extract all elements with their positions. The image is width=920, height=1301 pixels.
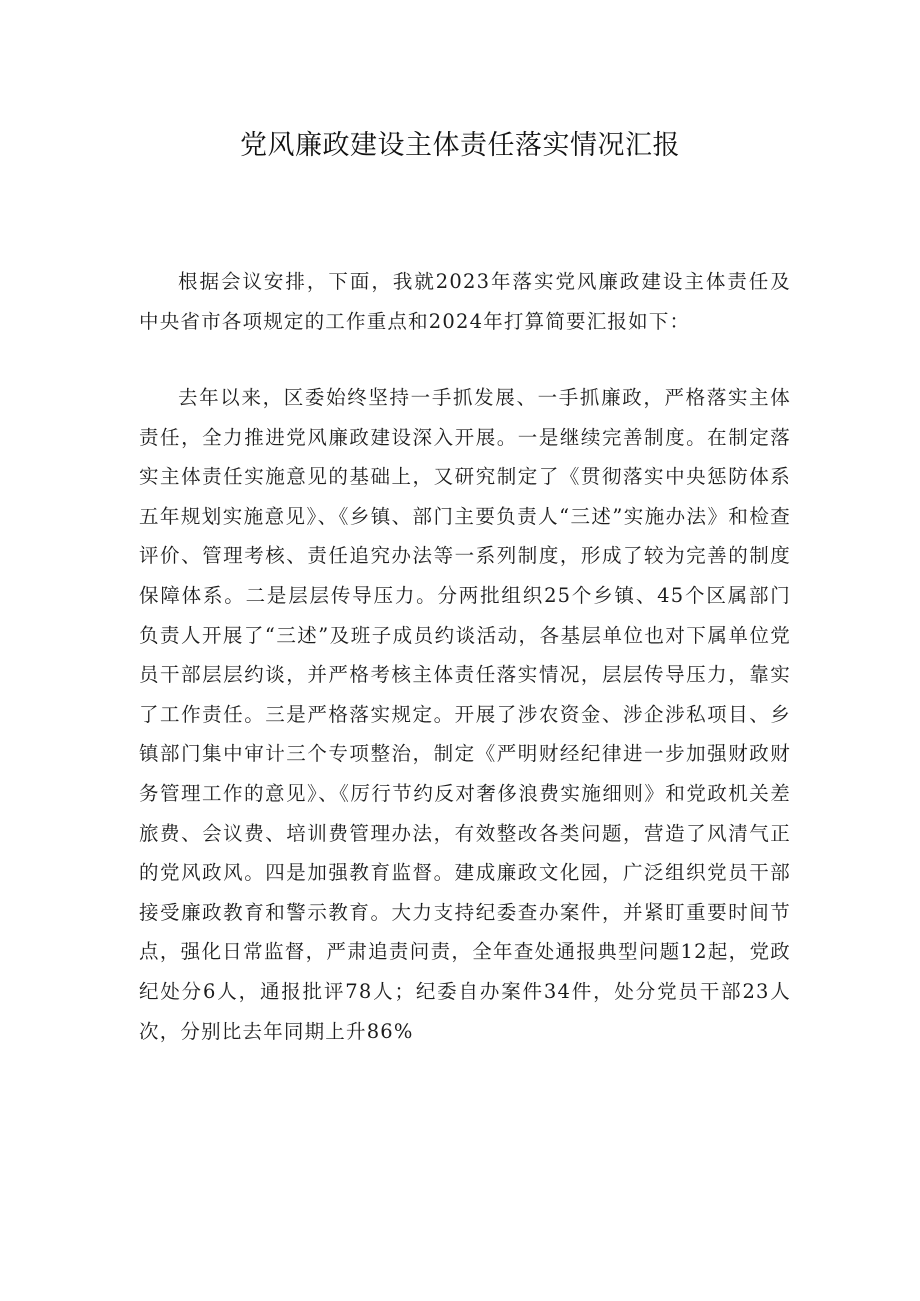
paragraph-body: 去年以来，区委始终坚持一手抓发展、一手抓廉政，严格落实主体责任，全力推进党风廉政建设深入开展。一是继续完善制度。在制定落实主体责任实施意见的基础上，又研究制定了《贯彻落实中央惩防体系五年规划实施意见》、《乡镇、部门主要负责人“三述”实施办法》和检查评价、管理考核、责任追究办法等一系列制度，形成了较为完善的制度保障体系。二是层层传导压力。分两批组织25个乡镇、45个区属部门负责人开展了“三述”及班子成员约谈活动，各基层单位也对下属单位党员干部层层约谈，并严格考核主体责任落实情况，层层传导压力，靠实了工作责任。三是严格落实规定。开展了涉农资金、涉企涉私项目、乡镇部门集中审计三个专项整治，制定《严明财经纪律进一步加强财政财务管理工作的意见》、《厉行节约反对奢侈浪费实施细则》和党政机关差旅费、会议费、培训费管理办法，有效整改各类问题，营造了风清气正的党风政风。四是加强教育监督。建成廉政文化园，广泛组织党员干部接受廉政教育和警示教育。大力支持纪委查办案件，并紧盯重要时间节点，强化日常监督，严肃追责问责，全年查处通报典型问题12起，党政纪处分6人，通报批评78人；纪委自办案件34件，处分党员干部23人次，分别比去年同期上升86% (139, 386, 791, 1043)
paragraph-intro: 根据会议安排，下面，我就2023年落实党风廉政建设主体责任及中央省市各项规定的工作重点和2024年打算简要汇报如下： (139, 270, 791, 333)
document-title: 党风廉政建设主体责任落实情况汇报 (240, 130, 680, 161)
